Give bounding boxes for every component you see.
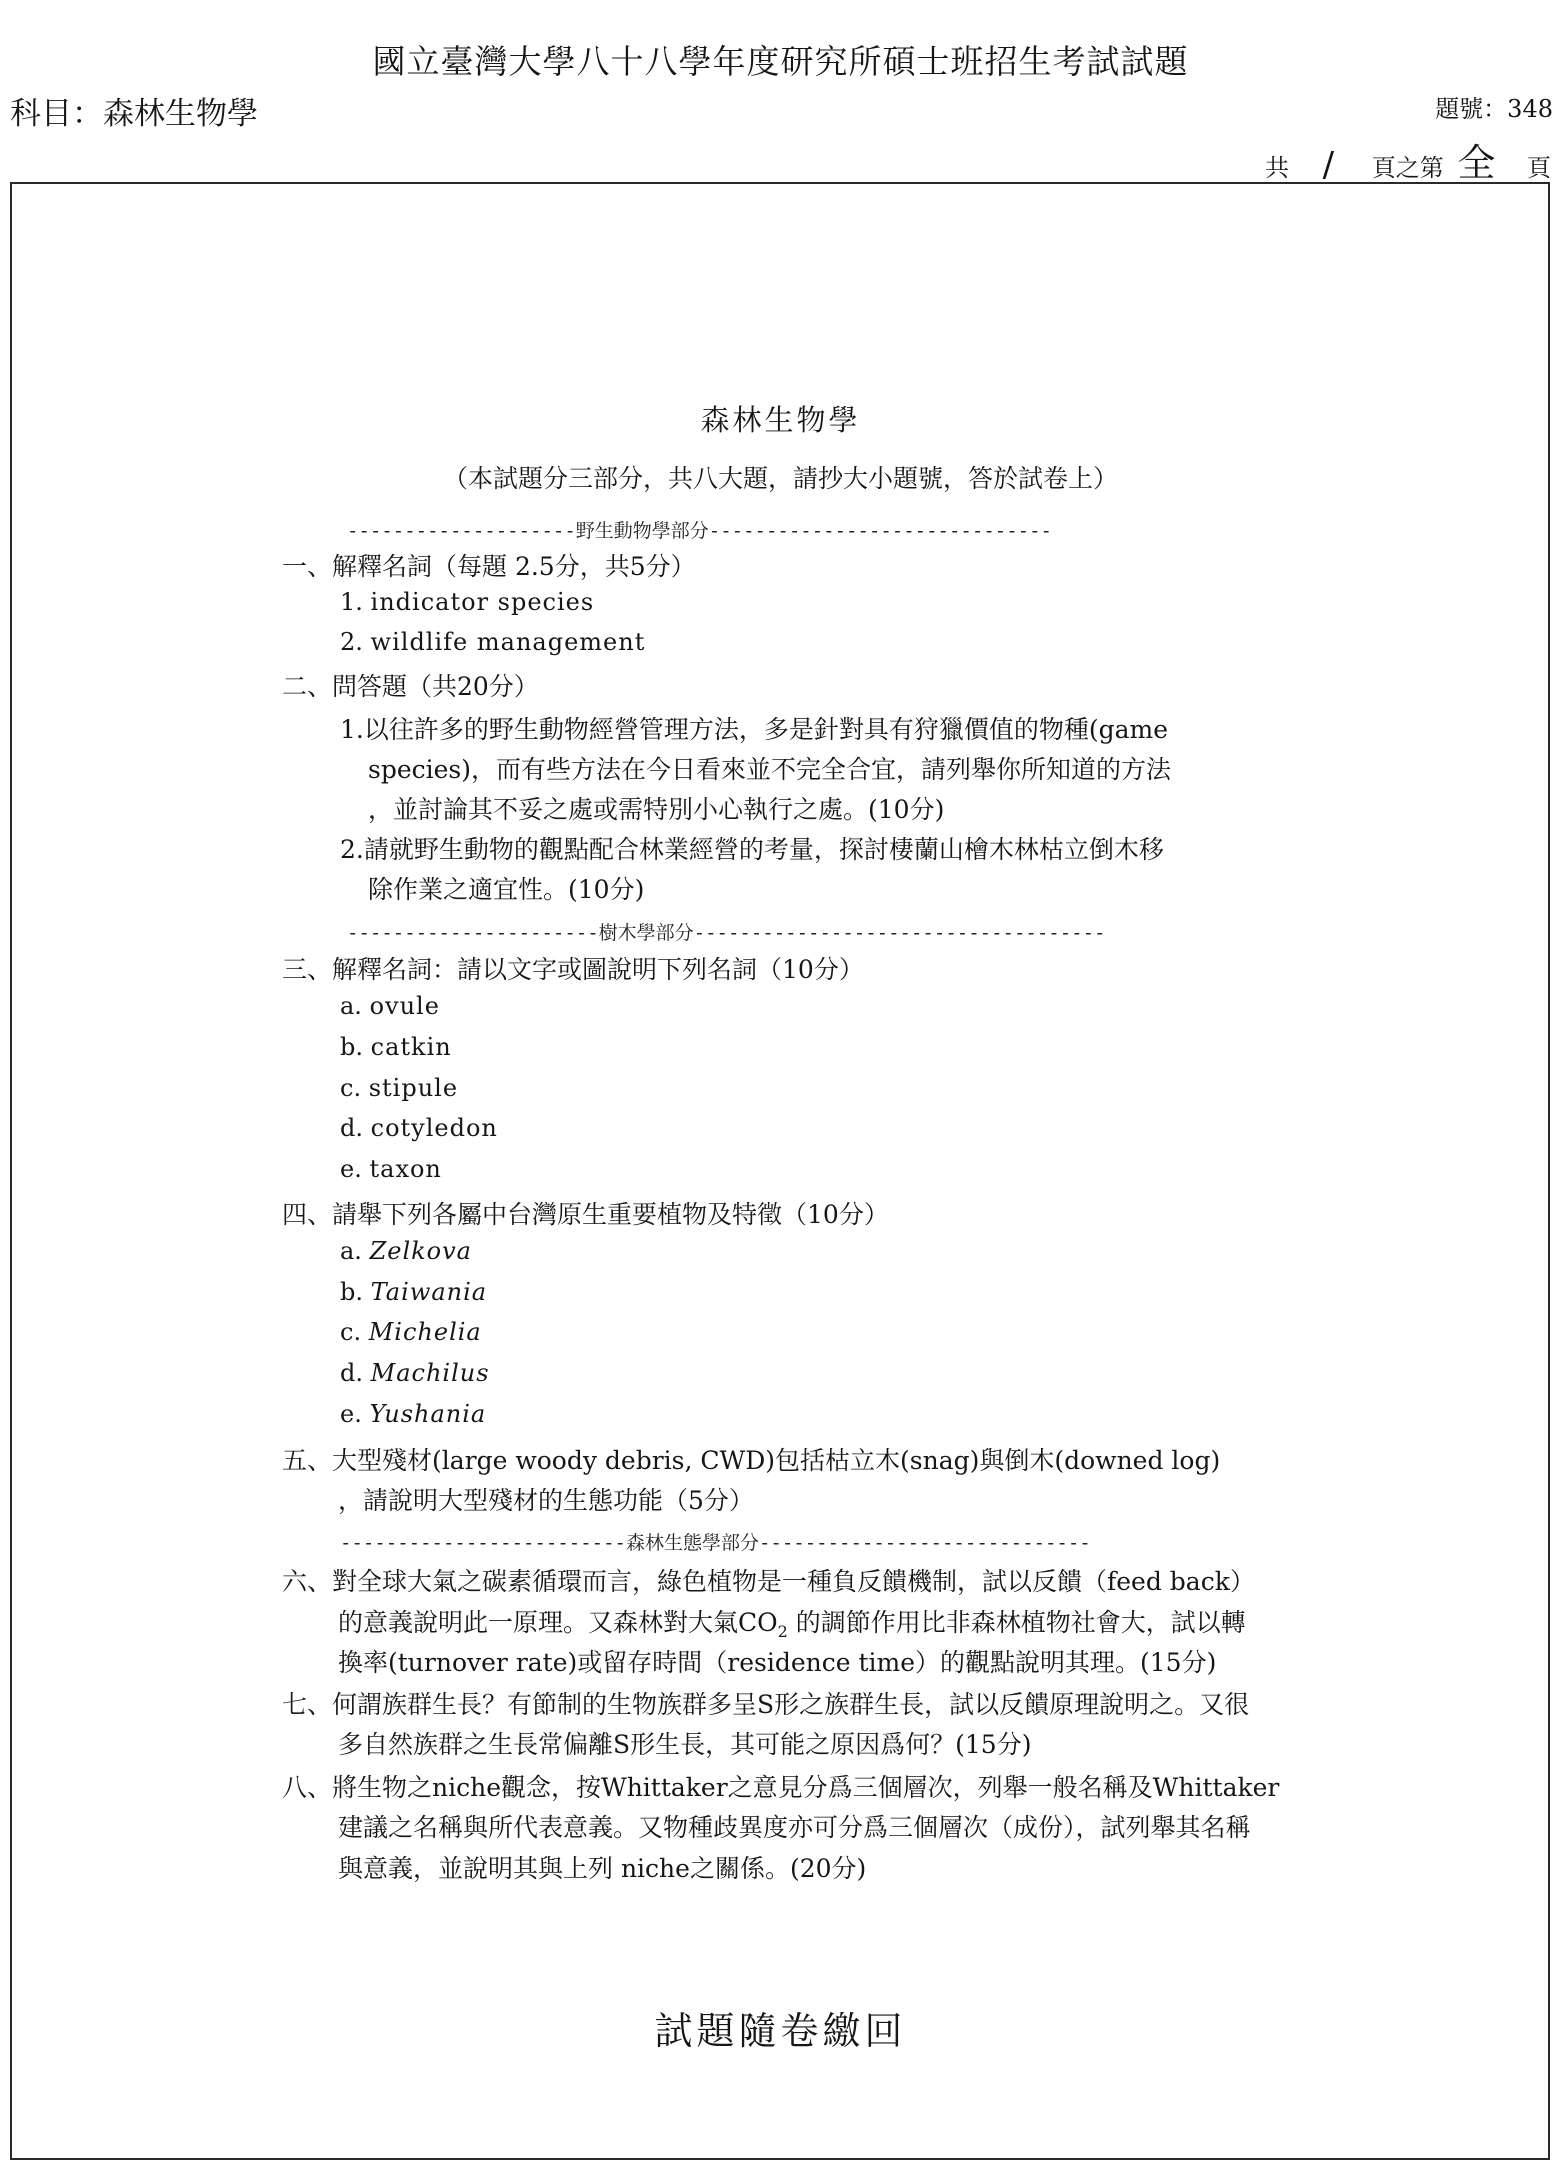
- question-6-line: [338, 1603, 1246, 1641]
- list-item: [340, 1359, 490, 1387]
- return-exam-notice: 試題隨卷繳回: [654, 2009, 907, 2053]
- question-2-2-line: 2.請就野生動物的觀點配合林業經營的考量，探討棲蘭山檜木林枯立倒木移: [340, 835, 1164, 864]
- page-current-handwritten: 全: [1457, 141, 1496, 185]
- exam-instructions: （本試題分三部分，共八大題，請抄大小題號，答於試卷上）: [442, 464, 1118, 493]
- question-2-2-line: 除作業之適宜性。(10分): [368, 875, 645, 904]
- question-2-heading: 二、問答題（共20分）: [282, 672, 539, 701]
- question-2-1-line: ，並討論其不妥之處或需特別小心執行之處。(10分): [368, 795, 945, 824]
- question-4-heading: 四、請舉下列各屬中台灣原生重要植物及特徵（10分）: [282, 1200, 889, 1229]
- question-1-heading: 一、解釋名詞（每題 2.5分，共5分）: [282, 552, 696, 581]
- question-7-line: 七、何謂族群生長？有節制的生物族群多呈S形之族群生長，試以反饋原理說明之。又很: [282, 1690, 1250, 1719]
- question-8-line: 與意義，並說明其與上列 niche之關係。(20分): [338, 1854, 867, 1883]
- page-total-handwritten: /: [1322, 145, 1335, 185]
- item-text: taxon: [369, 1155, 442, 1183]
- list-item: [340, 1318, 482, 1346]
- section-divider-wildlife: --------------------野生動物學部分------------------------------: [347, 520, 1052, 542]
- question-2-1-line: species)，而有些方法在今日看來並不完全合宜，請列舉你所知道的方法: [368, 755, 1172, 784]
- genus-name: Michelia: [368, 1318, 482, 1346]
- item-letter: c.: [340, 1318, 362, 1346]
- list-item: [340, 1074, 458, 1102]
- item-letter: c.: [340, 1074, 362, 1102]
- section-divider-dendrology: ----------------------樹木學部分------------------------------------: [347, 922, 1106, 944]
- question-7-line: 多自然族群之生長常偏離S形生長，其可能之原因爲何？(15分): [338, 1730, 1032, 1759]
- item-letter: d.: [340, 1359, 363, 1387]
- item-text: wildlife management: [370, 628, 646, 656]
- genus-name: Zelkova: [369, 1237, 472, 1265]
- question-6-line: 換率(turnover rate)或留存時間（residence time）的觀點說明其理。(15分): [338, 1648, 1217, 1677]
- item-letter: d.: [340, 1114, 363, 1142]
- page-middle: 頁之第: [1371, 154, 1444, 182]
- page-indicator: [1265, 132, 1551, 187]
- item-text: catkin: [370, 1033, 452, 1061]
- genus-name: Yushania: [369, 1400, 487, 1428]
- question-2-1-line: 1.以往許多的野生動物經營管理方法，多是針對具有狩獵價值的物種(game: [340, 715, 1169, 744]
- list-item: [340, 628, 645, 656]
- item-number: 2.: [340, 628, 363, 656]
- co2-subscript: 2: [777, 1622, 788, 1641]
- question-6-line: 六、對全球大氣之碳素循環而言，綠色植物是一種負反饋機制，試以反饋（feed back）: [282, 1567, 1255, 1596]
- item-number: 1.: [340, 588, 363, 616]
- list-item: [340, 588, 594, 616]
- question-8-line: 八、將生物之niche觀念，按Whittaker之意見分爲三個層次，列舉一般名稱及Whittaker: [282, 1773, 1280, 1802]
- list-item: [340, 1033, 452, 1061]
- list-item: [340, 1400, 486, 1428]
- item-letter: b.: [340, 1278, 363, 1306]
- genus-name: Taiwania: [370, 1278, 488, 1306]
- question-5-line: 五、大型殘材(large woody debris, CWD)包括枯立木(snag)與倒木(downed log): [282, 1446, 1221, 1475]
- item-text: stipule: [368, 1074, 459, 1102]
- question-5-line: ，請說明大型殘材的生態功能（5分）: [338, 1486, 754, 1515]
- q6-text: 的調節作用比非森林植物社會大，試以轉: [787, 1608, 1246, 1637]
- exam-title: 森林生物學: [700, 403, 861, 437]
- subject-label: 科目：森林生物學: [10, 96, 258, 132]
- item-text: cotyledon: [370, 1114, 498, 1142]
- genus-name: Machilus: [370, 1359, 490, 1387]
- list-item: [340, 1114, 498, 1142]
- item-letter: e.: [340, 1155, 362, 1183]
- list-item: [340, 1278, 487, 1306]
- section-divider-ecology: -------------------------森林生態學部分-----------------------------: [340, 1532, 1091, 1554]
- list-item: [340, 992, 440, 1020]
- exam-header-title: 國立臺灣大學八十八學年度研究所碩士班招生考試試題: [372, 42, 1189, 81]
- item-letter: b.: [340, 1033, 363, 1061]
- item-text: indicator species: [370, 588, 595, 616]
- item-text: ovule: [369, 992, 440, 1020]
- item-letter: a.: [340, 1237, 362, 1265]
- item-letter: e.: [340, 1400, 362, 1428]
- list-item: [340, 1155, 442, 1183]
- item-letter: a.: [340, 992, 362, 1020]
- question-3-heading: 三、解釋名詞：請以文字或圖說明下列名詞（10分）: [282, 955, 864, 984]
- question-8-line: 建議之名稱與所代表意義。又物種歧異度亦可分爲三個層次（成份），試列舉其名稱: [338, 1813, 1251, 1842]
- list-item: [340, 1237, 472, 1265]
- q6-text: 的意義說明此一原理。又森林對大氣CO: [338, 1608, 778, 1637]
- page-suffix: 頁: [1527, 154, 1551, 182]
- question-code: 題號：348: [1435, 95, 1553, 123]
- page-prefix: 共: [1264, 154, 1289, 182]
